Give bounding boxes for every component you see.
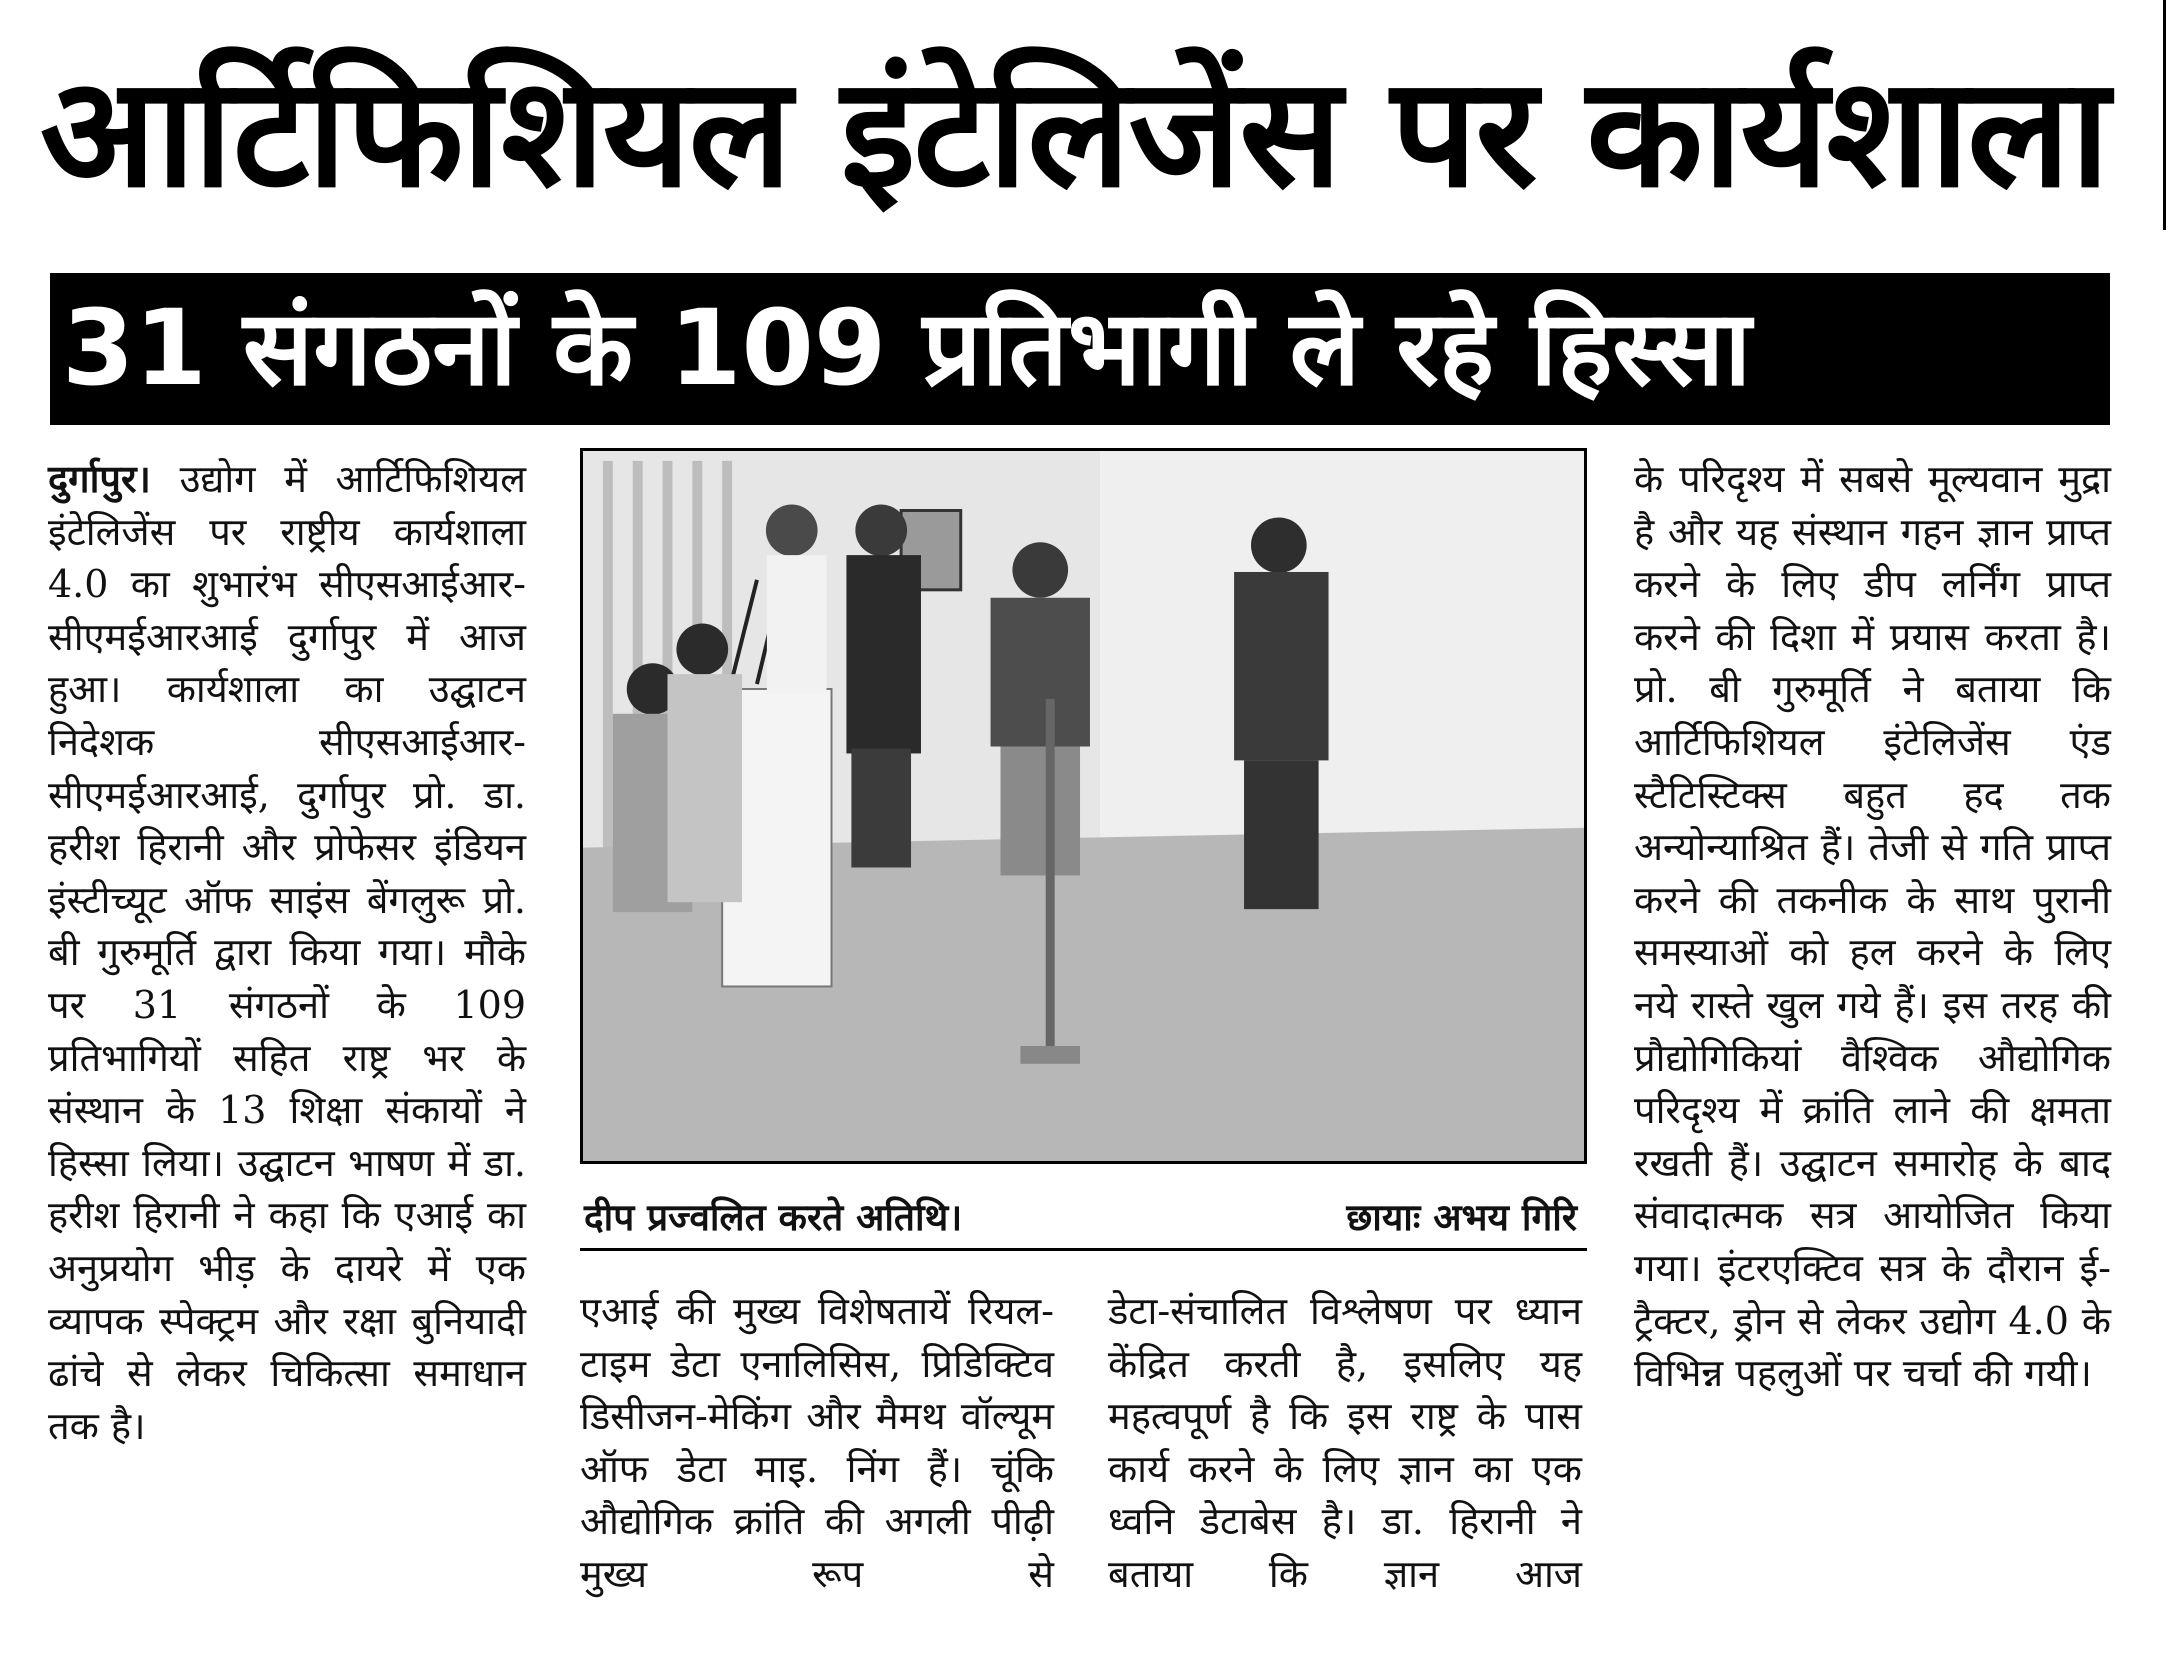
photo-credit: छायाः अभय गिरि — [1346, 1196, 1577, 1239]
photo-caption-bar — [580, 1188, 1587, 1251]
article-text-col1: उद्योग में आर्टिफिशियल इंटेलिजेंस पर राष्ट्रीय कार्यशाला 4.0 का शुभारंभ सीएसआईआर-सीएमईआरआई दुर्गापुर में आज हुआ। कार्यशाला का उद्घाटन निदेशक सीएसआईआर-सीएमईआरआई, दुर्गापुर प्रो. डा. हरीश हिरानी और प्रोफेसर इंडियन इंस्टीच्यूट ऑफ साइंस बेंगलुरू प्रो. बी गुरुमूर्ति द्वारा किया गया। मौके पर 31 संगठनों के 109 प्रतिभागियों सहित राष्ट्र भर के संस्थान के 13 शिक्षा संकायों ने हिस्सा लिया। उद्घाटन भाषण में डा. हरीश हिरानी ने कहा कि एआई का अनुप्रयोग भीड़ के दायरे में एक व्यापक स्पेक्ट्रम और रक्षा बुनियादी ढांचे से लेकर चिकित्सा समाधान तक है। — [48, 457, 526, 1448]
event-photo — [580, 448, 1587, 1164]
article-text-col4: के परिदृश्य में सबसे मूल्यवान मुद्रा है और यह संस्थान गहन ज्ञान प्राप्त करने के लिए डीप लर्निंग प्राप्त करने की दिशा में प्रयास करता है। प्रो. बी गुरुमूर्ति ने बताया कि आर्टिफिशियल इंटेलिजेंस एंड स्टैटिस्टिक्स बहुत हद तक अन्योन्याश्रित हैं। तेजी से गति प्राप्त करने की तकनीक के साथ पुरानी समस्याओं को हल करने के लिए नये रास्ते खुल गये हैं। इस तरह की प्रौद्योगिकियां वैश्विक औद्योगिक परिदृश्य में क्रांति लाने की क्षमता रखती हैं। उद्घाटन समारोह के बाद संवादात्मक सत्र आयोजित किया गया। इंटरएक्टिव सत्र के दौरान ई-ट्रैक्टर, ड्रोन से लेकर उद्योग 4.0 के विभिन्न पहलुओं पर चर्चा की गयी। — [1634, 457, 2111, 1396]
article-column-3 — [1108, 1285, 1582, 1601]
article-column-2 — [580, 1285, 1054, 1601]
dateline: दुर्गापुर। — [48, 457, 151, 501]
headline: आर्टिफिशियल इंटेलिजेंस पर कार्यशाला — [40, 44, 2108, 221]
article-column-1 — [48, 453, 526, 1452]
article-text-col2: एआई की मुख्य विशेषतायें रियल-टाइम डेटा एनालिसिस, प्रिडिक्टिव डिसीजन-मेकिंग और मैमथ वॉल्यूम ऑफ डेटा माइ. निंग हैं। चूंकि औद्योगिक क्रांति की अगली पीढ़ी मुख्य रूप से — [580, 1289, 1054, 1596]
photo-caption: दीप प्रज्वलित करते अतिथि। — [584, 1196, 963, 1239]
subheadline-banner: 31 संगठनों के 109 प्रतिभागी ले रहे हिस्सा — [50, 273, 2110, 425]
lamp-lighting-photo — [583, 451, 1584, 1161]
page-edge-rule — [2163, 0, 2166, 230]
article-column-4 — [1634, 453, 2111, 1400]
article-text-col3: डेटा-संचालित विश्लेषण पर ध्यान केंद्रित करती है, इसलिए यह महत्वपूर्ण है कि इस राष्ट्र के पास कार्य करने के लिए ज्ञान का एक ध्वनि डेटाबेस है। डा. हिरानी ने बताया कि ज्ञान आज — [1108, 1289, 1582, 1596]
